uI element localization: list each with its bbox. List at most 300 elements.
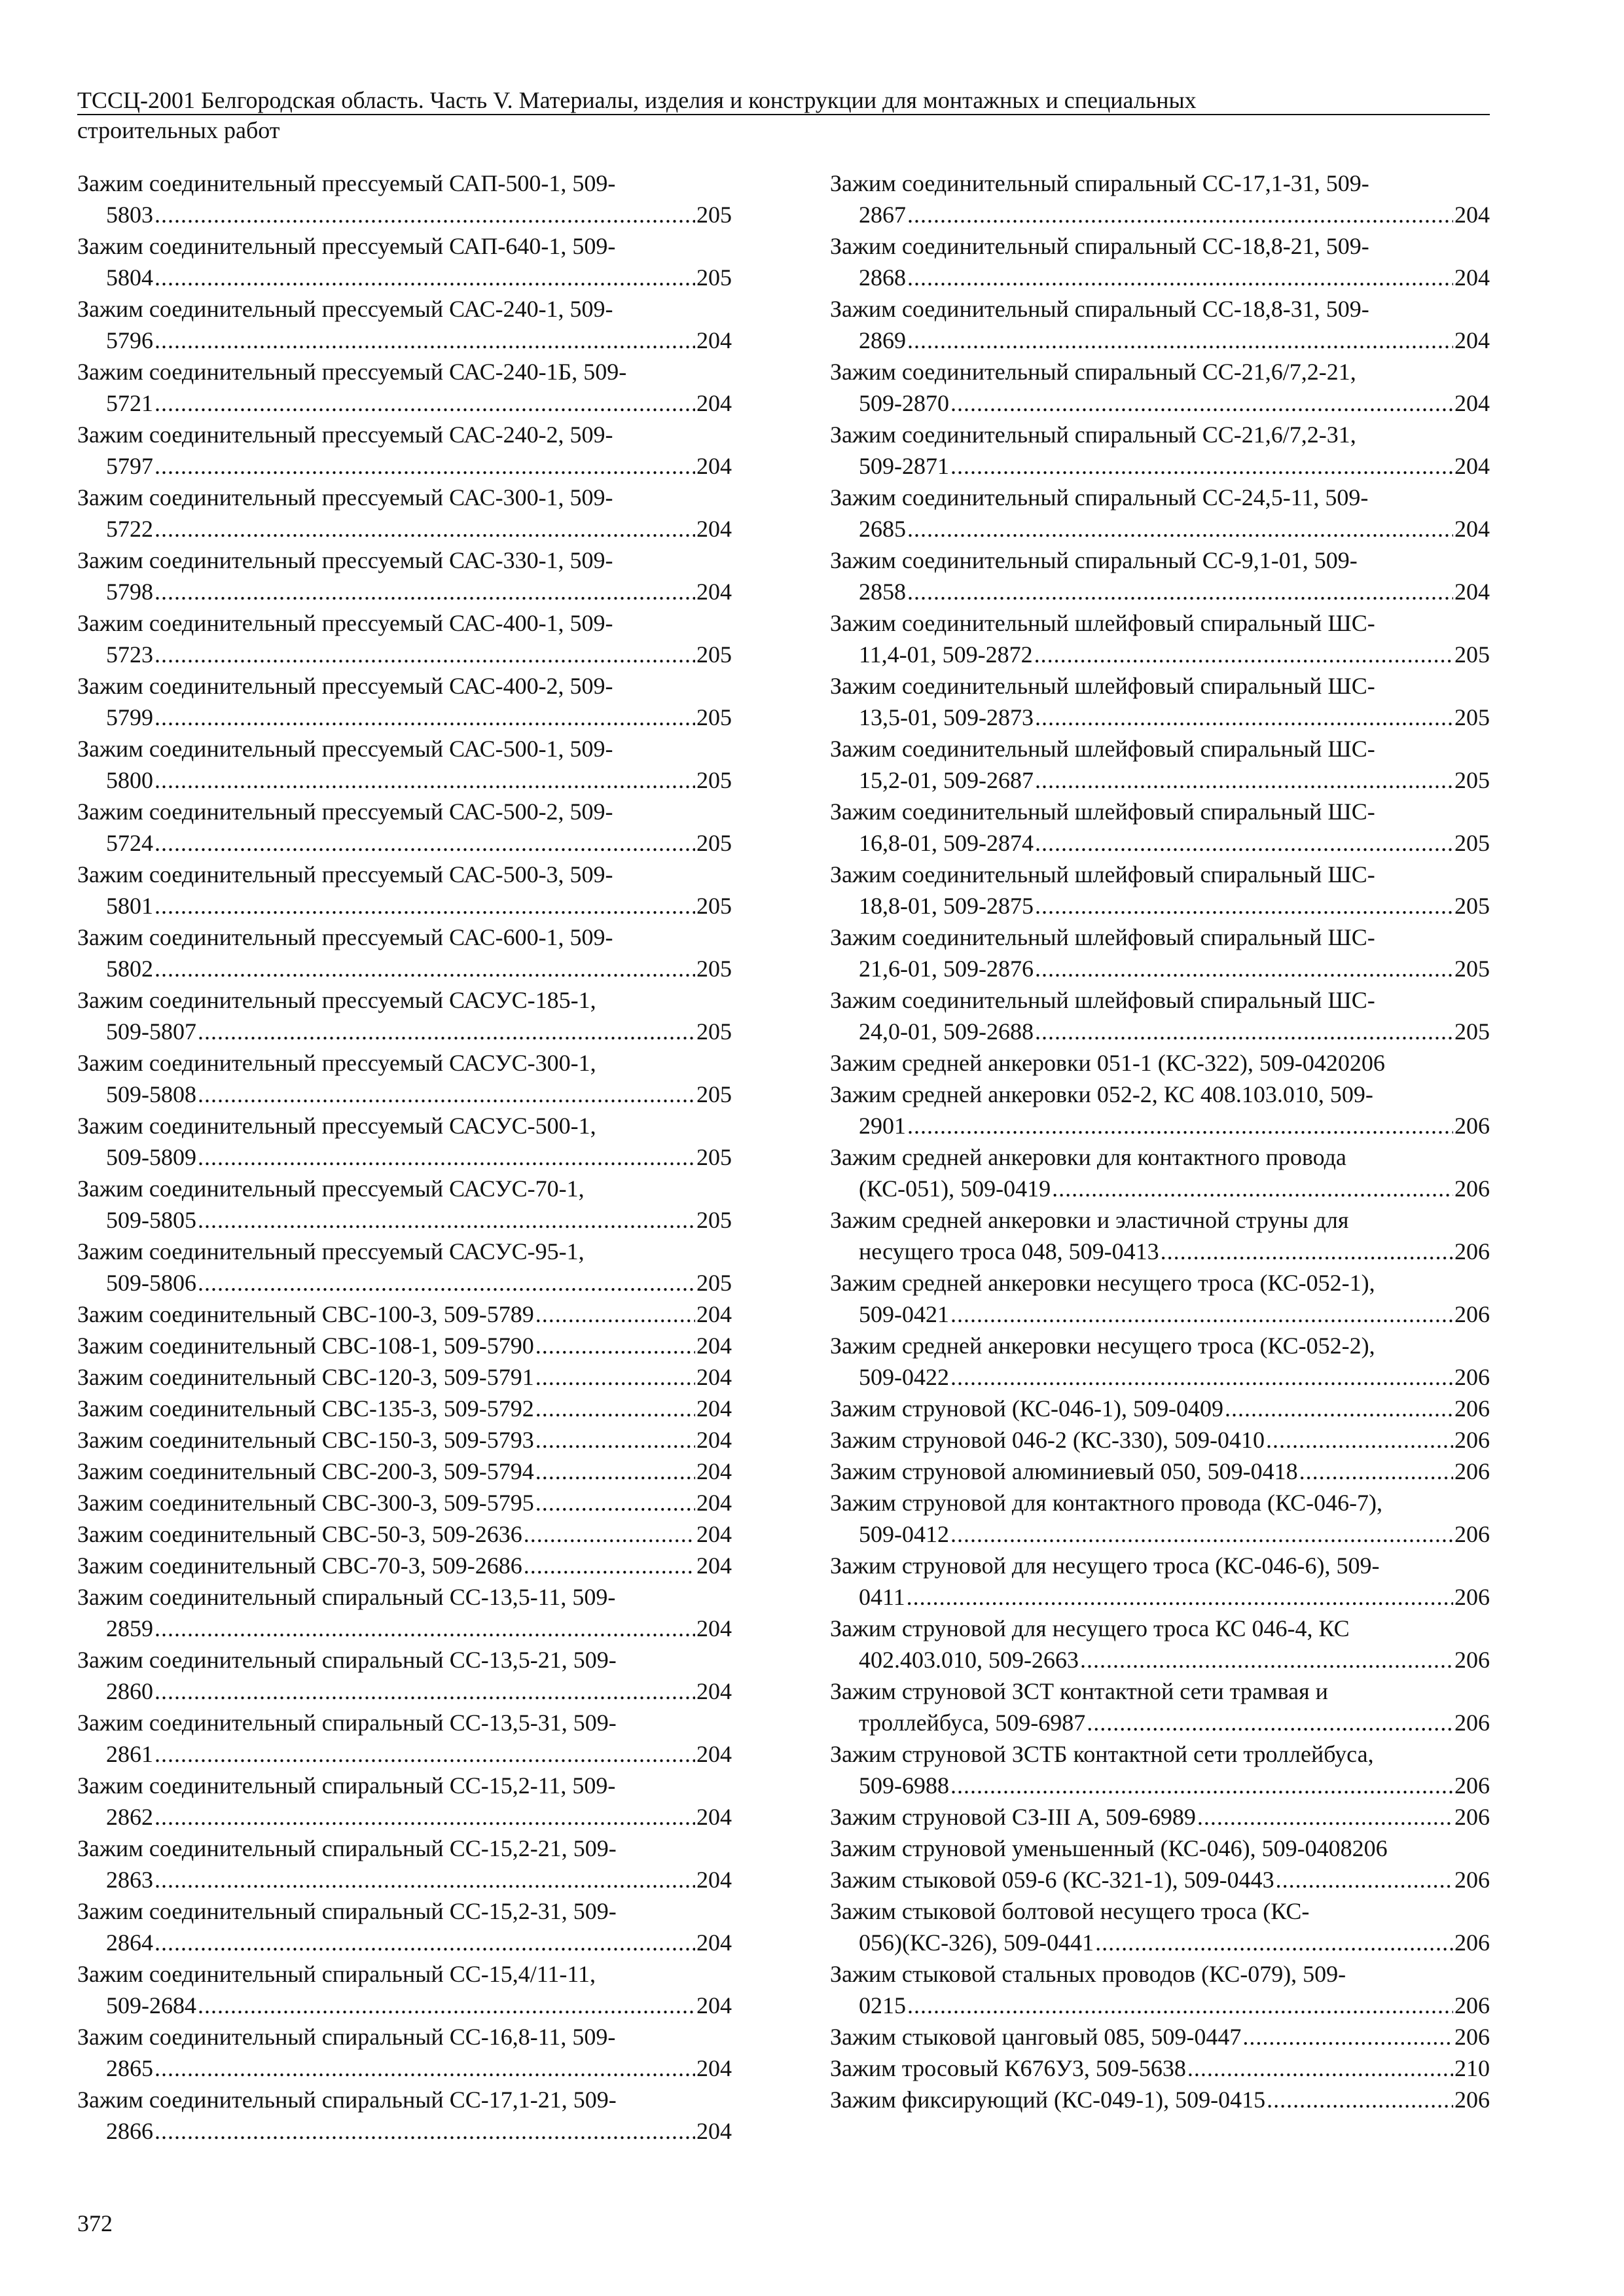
dot-leader: [154, 764, 695, 796]
dot-leader: [154, 639, 695, 670]
index-entry: [830, 859, 1490, 922]
index-entry: [830, 670, 1490, 733]
dot-leader: [907, 262, 1453, 293]
index-entry-line: [77, 890, 732, 922]
index-entry-page: 205: [1454, 1018, 1490, 1045]
index-entry: [830, 733, 1490, 796]
index-entry-line: [830, 1833, 1490, 1864]
dot-leader: [907, 1990, 1453, 2021]
index-entry-page: 210: [1454, 2055, 1490, 2081]
index-entry-line: [830, 2084, 1490, 2115]
index-entry: [77, 1361, 732, 1393]
index-entry: [830, 1895, 1490, 1958]
dot-leader: [1034, 639, 1453, 670]
index-entry-line: [830, 325, 1490, 356]
index-entry: [830, 1864, 1490, 1895]
index-entry-line: [77, 387, 732, 419]
index-entry-line: [830, 1927, 1490, 1958]
index-entry-title: Зажим соединительный прессуемый САП-640-1, 509-: [77, 233, 616, 259]
dot-leader: [198, 1267, 695, 1299]
dot-leader: [154, 1738, 695, 1770]
index-entry-line: [77, 1141, 732, 1173]
index-entry-page: 204: [1454, 202, 1490, 228]
index-entry-title: Зажим соединительный шлейфовый спиральный ШС-: [830, 798, 1375, 825]
index-entry-line: [830, 2021, 1490, 2053]
index-entry: [830, 2084, 1490, 2115]
index-entry-code: 509-0421: [859, 1301, 949, 1327]
index-entry-page: 205: [696, 704, 732, 730]
index-entry: [830, 607, 1490, 670]
index-entry-title: Зажим соединительный прессуемый САС-240-1, 509-: [77, 296, 613, 322]
index-entry-title: Зажим средней анкеровки для контактного провода: [830, 1144, 1346, 1170]
index-entry-line: [77, 1079, 732, 1110]
index-entry-line: [77, 702, 732, 733]
index-entry-code: 509-5808: [106, 1081, 196, 1107]
index-entry-code: 5724: [106, 830, 153, 856]
index-entry-code: 509-0422: [859, 1364, 949, 1390]
header-rule: [77, 114, 1490, 115]
index-entry-page: 204: [696, 327, 732, 353]
index-entry-page: 205: [696, 767, 732, 793]
dot-leader: [1276, 1864, 1453, 1895]
index-entry-title: Зажим средней анкеровки 052-2, КС 408.103.010, 509-: [830, 1081, 1373, 1107]
index-entry-code: 509-5805: [106, 1207, 196, 1233]
index-entry-code: 509-0412: [859, 1521, 949, 1547]
dot-leader: [907, 325, 1453, 356]
index-entry-title: Зажим соединительный спиральный СС-24,5-11, 509-: [830, 484, 1369, 511]
index-entry: [830, 984, 1490, 1047]
dot-leader: [535, 1393, 695, 1424]
index-entry-title: Зажим соединительный спиральный СС-15,2-11, 509-: [77, 1772, 616, 1799]
index-entry-title: Зажим соединительный СВС-50-3, 509-2636: [77, 1521, 522, 1547]
index-entry: [830, 1801, 1490, 1833]
dot-leader: [535, 1424, 695, 1456]
index-entry-code: 509-2870: [859, 390, 949, 416]
index-entry: [830, 1676, 1490, 1738]
index-entry: [77, 2084, 732, 2147]
index-entry-title: Зажим стыковой стальных проводов (КС-079), 509-: [830, 1961, 1346, 1987]
index-entry-page: 204: [696, 516, 732, 542]
index-entry-line: [830, 1456, 1490, 1487]
index-entry-title: Зажим соединительный спиральный СС-16,8-11, 509-: [77, 2024, 616, 2050]
index-entry-title: Зажим соединительный прессуемый САСУС-500-1,: [77, 1113, 596, 1139]
dot-leader: [154, 325, 695, 356]
index-entry-page: 205: [696, 202, 732, 228]
index-entry: [830, 545, 1490, 607]
index-entry: [830, 482, 1490, 545]
index-entry-page: 206: [1454, 1427, 1490, 1453]
index-entry: [830, 1079, 1490, 1141]
index-entry: [77, 1707, 732, 1770]
index-entry-line: [830, 827, 1490, 859]
index-entry-code: 5721: [106, 390, 153, 416]
index-entry: [77, 419, 732, 482]
index-entry-line: [830, 1990, 1490, 2021]
dot-leader: [154, 1864, 695, 1895]
index-entry-line: [77, 1299, 732, 1330]
index-entry-line: [77, 827, 732, 859]
index-entry: [77, 1424, 732, 1456]
index-entry-code: 402.403.010, 509-2663: [859, 1647, 1079, 1673]
index-entry: [77, 1550, 732, 1581]
index-entry-title: Зажим тросовый К676У3, 509-5638: [830, 2055, 1186, 2081]
index-entry-page: 206: [1454, 2024, 1490, 2050]
index-entry: [830, 1456, 1490, 1487]
dot-leader: [1242, 2021, 1453, 2053]
index-entry-title: Зажим соединительный прессуемый САС-500-2, 509-: [77, 798, 613, 825]
index-entry-code: 2901: [859, 1113, 906, 1139]
index-entry: [830, 419, 1490, 482]
index-entry-code: 2865: [106, 2055, 153, 2081]
index-entry-title: Зажим струновой алюминиевый 050, 509-0418: [830, 1458, 1298, 1484]
dot-leader: [535, 1361, 695, 1393]
index-entry: [830, 1204, 1490, 1267]
dot-leader: [1161, 1236, 1453, 1267]
dot-leader: [1035, 953, 1453, 984]
index-entry-line: [77, 1801, 732, 1833]
dot-leader: [154, 199, 695, 230]
index-entry-line: [830, 702, 1490, 733]
index-entry-page: 205: [1454, 893, 1490, 919]
index-entry-title: Зажим струновой 046-2 (КС-330), 509-0410: [830, 1427, 1265, 1453]
index-entry-page: 204: [696, 1395, 732, 1422]
index-entry-page: 206: [1454, 1301, 1490, 1327]
index-entry-title: Зажим соединительный шлейфовый спиральный ШС-: [830, 610, 1375, 636]
index-entry-page: 205: [1454, 956, 1490, 982]
index-entry-title: Зажим средней анкеровки и эластичной струны для: [830, 1207, 1349, 1233]
index-entry-page: 206: [1454, 1867, 1490, 1893]
index-entry-page: 204: [696, 1678, 732, 1704]
index-entry: [77, 922, 732, 984]
index-entry: [77, 733, 732, 796]
index-entry-code: 5800: [106, 767, 153, 793]
index-entry-line: [77, 639, 732, 670]
index-entry-title: Зажим соединительный СВС-120-3, 509-5791: [77, 1364, 534, 1390]
index-entry-line: [77, 953, 732, 984]
index-entry-line: [77, 450, 732, 482]
index-entry-page: 206: [1454, 1992, 1490, 2018]
index-entry-line: [830, 1801, 1490, 1833]
dot-leader: [154, 827, 695, 859]
index-entry-line: [77, 1393, 732, 1424]
index-entry-title: Зажим соединительный СВС-108-1, 509-5790: [77, 1333, 534, 1359]
index-entry: [77, 1173, 732, 1236]
index-entry-code: 2869: [859, 327, 906, 353]
index-entry-line: [830, 576, 1490, 607]
index-entry-code: 18,8-01, 509-2875: [859, 893, 1034, 919]
index-entry-title: Зажим соединительный спиральный СС-17,1-21, 509-: [77, 2087, 617, 2113]
index-entry: [830, 796, 1490, 859]
index-entry-title: Зажим соединительный прессуемый САС-500-1, 509-: [77, 736, 613, 762]
index-entry-code: 5799: [106, 704, 153, 730]
index-entry-line: [77, 1613, 732, 1644]
header-title-line-2: строительных работ: [77, 117, 280, 143]
dot-leader: [1266, 1424, 1453, 1456]
index-entry-line: [77, 199, 732, 230]
index-entry-code: 2862: [106, 1804, 153, 1830]
dot-leader: [524, 1550, 695, 1581]
dot-leader: [907, 513, 1453, 545]
index-entry-page: 204: [696, 2118, 732, 2144]
index-entry-code: 2861: [106, 1741, 153, 1767]
index-entry: [77, 1518, 732, 1550]
dot-leader: [950, 387, 1453, 419]
index-entry: [77, 1581, 732, 1644]
dot-leader: [154, 262, 695, 293]
index-entry-page: 204: [696, 1458, 732, 1484]
index-entry: [830, 1141, 1490, 1204]
index-entry-code: 21,6-01, 509-2876: [859, 956, 1034, 982]
index-column-left: [77, 168, 732, 2147]
index-entry-line: [830, 764, 1490, 796]
index-entry: [77, 168, 732, 230]
index-entry-code: 24,0-01, 509-2688: [859, 1018, 1034, 1045]
dot-leader: [1299, 1456, 1453, 1487]
index-entry-title: Зажим соединительный шлейфовый спиральный ШС-: [830, 861, 1375, 888]
index-entry: [77, 1895, 732, 1958]
index-entry-title: Зажим соединительный прессуемый САС-240-2, 509-: [77, 422, 613, 448]
index-entry-title: Зажим соединительный СВС-100-3, 509-5789: [77, 1301, 534, 1327]
index-entry: [830, 1047, 1490, 1079]
index-entry-page: 206: [1454, 1710, 1490, 1736]
index-entry-title: Зажим соединительный прессуемый САС-600-1, 509-: [77, 924, 613, 950]
index-entry: [830, 1958, 1490, 2021]
dot-leader: [1225, 1393, 1453, 1424]
index-entry-line: [830, 387, 1490, 419]
index-entry-line: [77, 576, 732, 607]
index-entry-line: [830, 1770, 1490, 1801]
index-entry-title: Зажим струновой (КС-046-1), 509-0409: [830, 1395, 1223, 1422]
index-entry-page: 205: [1454, 641, 1490, 668]
index-entry-page: 204: [696, 1552, 732, 1579]
index-entry: [77, 1110, 732, 1173]
dot-leader: [1035, 702, 1453, 733]
index-entry: [77, 1487, 732, 1518]
index-entry-title: Зажим соединительный прессуемый САС-400-1, 509-: [77, 610, 613, 636]
index-entry: [77, 1393, 732, 1424]
index-entry-line: [830, 1110, 1490, 1141]
index-entry-page: 204: [1454, 327, 1490, 353]
dot-leader: [154, 1801, 695, 1833]
index-entry-title: Зажим соединительный СВС-70-3, 509-2686: [77, 1552, 522, 1579]
dot-leader: [154, 890, 695, 922]
page-header: [77, 86, 1490, 144]
index-entry-page: 204: [696, 2055, 732, 2081]
index-entry-code: 509-2684: [106, 1992, 196, 2018]
index-entry-page: 206: [1454, 1458, 1490, 1484]
index-entry-code: 5804: [106, 264, 153, 291]
dot-leader: [198, 1204, 695, 1236]
index-entry-page: 204: [1454, 264, 1490, 291]
index-entry: [830, 1267, 1490, 1330]
index-entry-line: [830, 953, 1490, 984]
index-entry-title: Зажим струновой для контактного провода (КС-046-7),: [830, 1490, 1383, 1516]
index-entry-page: 205: [696, 264, 732, 291]
index-entry-line: [77, 2053, 732, 2084]
index-entry: [830, 1393, 1490, 1424]
index-entry: [77, 1330, 732, 1361]
index-entry: [77, 2021, 732, 2084]
index-entry-line: [830, 1864, 1490, 1895]
index-column-right: [830, 168, 1490, 2115]
index-entry: [830, 1487, 1490, 1550]
index-entry-code: 13,5-01, 509-2873: [859, 704, 1034, 730]
index-entry: [830, 1833, 1490, 1864]
index-entry-code: 5796: [106, 327, 153, 353]
dot-leader: [154, 2115, 695, 2147]
index-entry-code: 2860: [106, 1678, 153, 1704]
index-entry-title: Зажим соединительный спиральный СС-13,5-31, 509-: [77, 1710, 617, 1736]
index-entry-code: 2863: [106, 1867, 153, 1893]
index-entry: [77, 230, 732, 293]
index-entry-page: 204: [696, 579, 732, 605]
dot-leader: [154, 1613, 695, 1644]
dot-leader: [1035, 890, 1453, 922]
index-entry-page: 205: [1454, 767, 1490, 793]
index-entry: [77, 984, 732, 1047]
index-entry-line: [830, 639, 1490, 670]
index-entry: [77, 670, 732, 733]
index-entry-page: 204: [696, 1615, 732, 1641]
index-entry-page: 206: [1454, 1175, 1490, 1202]
index-entry: [77, 1644, 732, 1707]
index-entry-line: [830, 262, 1490, 293]
index-entry-page: 204: [696, 1301, 732, 1327]
index-entry-page: 204: [696, 1364, 732, 1390]
index-entry-code: 5722: [106, 516, 153, 542]
index-entry: [77, 1456, 732, 1487]
index-entry: [77, 796, 732, 859]
index-entry: [77, 545, 732, 607]
index-entry-title: Зажим фиксирующий (КС-049-1), 509-0415: [830, 2087, 1266, 2113]
index-entry: [830, 2021, 1490, 2053]
index-entry-page: 204: [1454, 516, 1490, 542]
index-entry-line: [830, 1707, 1490, 1738]
index-entry-page: 204: [1454, 579, 1490, 605]
index-entry: [830, 922, 1490, 984]
dot-leader: [950, 1518, 1453, 1550]
index-entry-line: [830, 1047, 1490, 1079]
index-entry-code: (КС-051), 509-0419: [859, 1175, 1051, 1202]
index-entry-line: [830, 1236, 1490, 1267]
index-entry: [830, 1550, 1490, 1613]
index-entry-line: [830, 1016, 1490, 1047]
index-entry-title: Зажим стыковой болтовой несущего троса (КС-: [830, 1898, 1310, 1924]
index-entry-title: Зажим соединительный спиральный СС-13,5-11, 509-: [77, 1584, 616, 1610]
index-entry-code: 5797: [106, 453, 153, 479]
index-entry-title: Зажим соединительный прессуемый САС-400-2, 509-: [77, 673, 613, 699]
index-entry-code: 2866: [106, 2118, 153, 2144]
index-entry-code: 5803: [106, 202, 153, 228]
index-entry-title: Зажим соединительный спиральный СС-18,8-21, 509-: [830, 233, 1369, 259]
index-entry-title: Зажим струновой для несущего троса (КС-046-6), 509-: [830, 1552, 1380, 1579]
index-entry-line: [77, 1267, 732, 1299]
dot-leader: [154, 1927, 695, 1958]
index-entry-line: [77, 1016, 732, 1047]
dot-leader: [535, 1456, 695, 1487]
index-entry-page: 206: [1349, 1050, 1385, 1076]
index-entry-page: 205: [696, 830, 732, 856]
index-entry-page: 206: [1352, 1835, 1388, 1861]
index-entry-page: 204: [696, 1333, 732, 1359]
index-entry-title: Зажим стыковой 059-6 (КС-321-1), 509-0443: [830, 1867, 1274, 1893]
index-entry-title: Зажим соединительный прессуемый САСУС-300-1,: [77, 1050, 596, 1076]
index-entry-code: 509-6988: [859, 1772, 949, 1799]
dot-leader: [198, 1990, 695, 2021]
dot-leader: [154, 1676, 695, 1707]
index-entry-line: [77, 1487, 732, 1518]
index-entry-code: 16,8-01, 509-2874: [859, 830, 1034, 856]
index-entry-title: Зажим соединительный спиральный СС-21,6/7,2-31,: [830, 422, 1356, 448]
index-entry: [830, 230, 1490, 293]
index-entry-line: [77, 1550, 732, 1581]
index-entry-title: Зажим средней анкеровки несущего троса (КС-052-2),: [830, 1333, 1375, 1359]
index-entry-page: 204: [696, 1929, 732, 1956]
header-title-line-1: ТССЦ-2001 Белгородская область. Часть V. Материалы, изделия и конструкции для монтажных и специальных: [77, 87, 1197, 113]
dot-leader: [198, 1141, 695, 1173]
index-entry-code: несущего троса 048, 509-0413: [859, 1238, 1159, 1265]
index-entry: [77, 1958, 732, 2021]
index-entry: [77, 607, 732, 670]
dot-leader: [907, 1581, 1453, 1613]
index-entry-code: 5798: [106, 579, 153, 605]
index-entry-code: 11,4-01, 509-2872: [859, 641, 1033, 668]
index-entry-page: 206: [1454, 1647, 1490, 1673]
dot-leader: [154, 702, 695, 733]
index-entry-line: [77, 1424, 732, 1456]
index-entry-line: [77, 764, 732, 796]
index-entry-title: Зажим соединительный шлейфовый спиральный ШС-: [830, 987, 1375, 1013]
dot-leader: [198, 1016, 695, 1047]
index-entry-line: [830, 1424, 1490, 1456]
index-entry: [77, 859, 732, 922]
dot-leader: [1035, 764, 1453, 796]
index-entry-code: 056)(КС-326), 509-0441: [859, 1929, 1094, 1956]
dot-leader: [1187, 2053, 1453, 2084]
index-entry-title: Зажим соединительный прессуемый САП-500-1, 509-: [77, 170, 616, 196]
index-entry-title: Зажим соединительный СВС-150-3, 509-5793: [77, 1427, 534, 1453]
index-entry: [77, 1833, 732, 1895]
index-entry-line: [830, 199, 1490, 230]
index-entry: [77, 293, 732, 356]
index-entry-line: [830, 1393, 1490, 1424]
dot-leader: [535, 1487, 695, 1518]
index-entry-page: 204: [696, 1992, 732, 2018]
index-entry: [830, 168, 1490, 230]
dot-leader: [1095, 1927, 1453, 1958]
index-entry: [77, 482, 732, 545]
index-entry-line: [830, 450, 1490, 482]
index-entry-page: 204: [696, 1867, 732, 1893]
index-entry-code: 2859: [106, 1615, 153, 1641]
index-entry-title: Зажим соединительный прессуемый САС-330-1, 509-: [77, 547, 613, 573]
dot-leader: [1267, 2084, 1453, 2115]
index-entry-line: [77, 1927, 732, 1958]
index-entry-page: 205: [696, 1018, 732, 1045]
index-entry-title: Зажим соединительный СВС-300-3, 509-5795: [77, 1490, 534, 1516]
dot-leader: [524, 1518, 695, 1550]
index-entry-code: 5801: [106, 893, 153, 919]
index-entry-page: 206: [1454, 1395, 1490, 1422]
index-entry-page: 205: [696, 1081, 732, 1107]
index-entry-page: 204: [696, 453, 732, 479]
index-entry-line: [77, 1361, 732, 1393]
index-entry-code: 0215: [859, 1992, 906, 2018]
index-entry-title: Зажим соединительный прессуемый САСУС-185-1,: [77, 987, 596, 1013]
index-entry: [77, 1236, 732, 1299]
index-entry-code: троллейбуса, 509-6987: [859, 1710, 1086, 1736]
index-entry-page: 206: [1454, 1238, 1490, 1265]
